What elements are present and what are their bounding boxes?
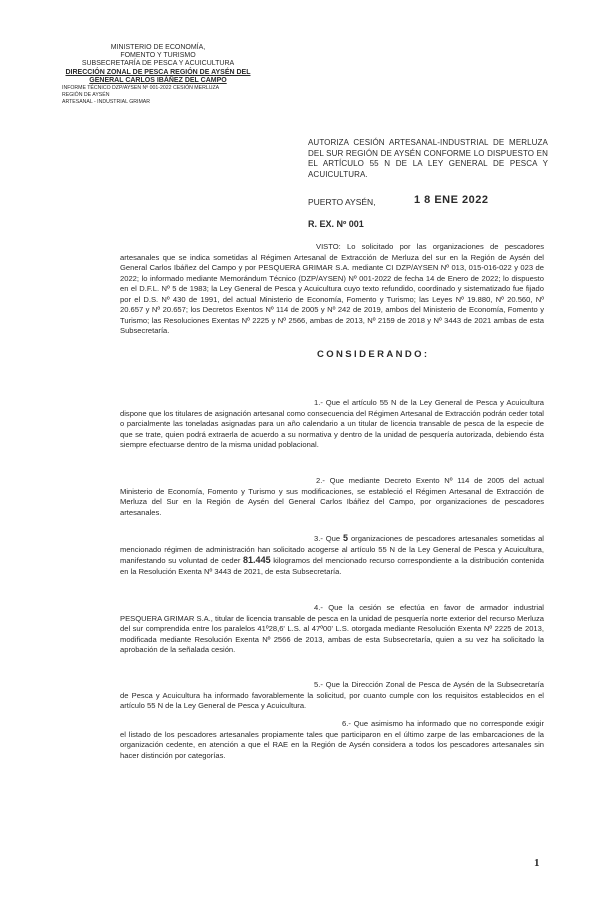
- considerando-5: 5.- Que la Dirección Zonal de Pesca de Aysén de la Subsecretaría de Pesca y Acuicultura ha informado favorablemente la solicitud, por cuanto cumple con los requisitos establecidos en el artículo 55 N de la Ley General de Pesca y Acuicultura.: [120, 680, 544, 710]
- header-line: GENERAL CARLOS IBÁÑEZ DEL CAMPO: [89, 76, 227, 84]
- considerando-2: 2.- Que mediante Decreto Exento Nº 114 de 2005 del actual Ministerio de Economía, Fomento y Turismo y sus modificaciones, se estableció el Régimen Artesanal de Extracción de Merluza del Sur en la Región de Aysén del General Carlos Ibáñez del Campo, por organizaciones de pescadores artesanales.: [120, 476, 544, 517]
- organizations-count: 5: [343, 533, 349, 543]
- date-stamp: 1 8 ENE 2022: [414, 194, 489, 206]
- considerando-3-part-c: kilogramos del mencionado recurso correspondiente a la distribución contenida en la Resolución Exenta Nº 3443 de 2021, de esta Subsecretaría.: [120, 556, 544, 576]
- header-line: MINISTERIO DE ECONOMÍA,: [110, 44, 206, 51]
- ceded-amount: 81.445: [243, 555, 271, 565]
- considerando-3: [120, 533, 544, 577]
- header-line: SUBSECRETARÍA DE PESCA Y ACUICULTURA: [81, 60, 235, 68]
- page-number: 1: [534, 857, 540, 869]
- considerando-3-part-b: organizaciones de pescadores artesanales sometidas al mencionado régimen de administración han solicitado acogerse al artículo 55 N de la Ley General de Pesca y Acuicultura, manifestando su voluntad de ceder: [120, 534, 544, 565]
- considerando-heading: CONSIDERANDO:: [317, 349, 430, 360]
- header-line: REGIÓN DE AYSÉN: [62, 92, 110, 99]
- resolution-title: AUTORIZA CESIÓN ARTESANAL-INDUSTRIAL DE MERLUZA DEL SUR REGIÓN DE AYSÉN CONFORME LO DISPUESTO EN EL ARTÍCULO 55 N DE LA LEY GENERAL DE PESCA Y ACUICULTURA.: [308, 138, 548, 179]
- place: PUERTO AYSÉN,: [308, 197, 376, 207]
- considerando-1: 1.- Que el artículo 55 N de la Ley General de Pesca y Acuicultura dispone que los titulares de asignación artesanal como consecuencia del Régimen Artesanal de Extracción podrán ceder total o parcialmente las toneladas asignadas para un año calendario a un titular de licencia transable de pesca de la especie de que se trate, quien podrá extraerla de acuerdo a su normativa y dentro de la unidad de pesquería autorizada, debiendo ésta siempre efectuarse dentro de la misma unidad poblacional.: [120, 398, 544, 449]
- resolution-number: R. EX. Nº 001: [308, 219, 364, 229]
- considerando-3-part-a: 3.- Que: [314, 534, 341, 543]
- header-line: DIRECCIÓN ZONAL DE PESCA REGIÓN DE AYSÉN DEL: [65, 68, 251, 76]
- header-line: INFORME TÉCNICO DZP/AYSEN Nº 001-2022 CESIÓN MERLUZA: [62, 85, 220, 92]
- considerando-4: 4.- Que la cesión se efectúa en favor de armador industrial PESQUERA GRIMAR S.A., titular de licencia transable de pesca en la unidad de pesquería norte exterior del recurso Merluza del sur comprendida entre los paralelos 41º28,6' L.S. al 47º00' L.S. otorgada mediante Resolución Exenta Nº 2225 de 2013, modificada mediante Resolución Exenta Nº 2566 de 2013, ambas de esta Subsecretaría, quien a su vez ha solicitado la aprobación de la señalada cesión.: [120, 603, 544, 654]
- visto-paragraph: VISTO: Lo solicitado por las organizaciones de pescadores artesanales que se indica sometidas al Régimen Artesanal de Extracción de Merluza del sur en la Región de Aysén del General Carlos Ibáñez del Campo y por PESQUERA GRIMAR S.A. mediante CI DZP/AYSEN Nº 013, 015-016-022 y 023 de 2022; lo informado mediante Memorándum Técnico (DZP/AYSEN) Nº 001-2022 de fecha 14 de Enero de 2022; lo dispuesto en el D.F.L. Nº 5 de 1983; la Ley General de Pesca y Acuicultura cuyo texto refundido, coordinado y sistematizado fue fijado por el D.S. Nº 430 de 1991, del actual Ministerio de Economía, Fomento y Turismo; las Leyes Nº 19.880, Nº 20.560, Nº 20.657 y Nº 20.657; los Decretos Exentos Nº 114 de 2005 y Nº 242 de 2019, ambos del Ministerio de Economía, Fomento y Turismo; las Resoluciones Exentas Nº 2225 y Nº 2566, ambas de 2013, Nº 2159 de 2018 y Nº 3443 de 2021 ambas de esta Subsecretaría.: [120, 242, 544, 335]
- header-line: FOMENTO Y TURISMO: [120, 52, 196, 60]
- ministry-header: [58, 44, 258, 106]
- considerando-6: 6.- Que asimismo ha informado que no corresponde exigir el listado de los pescadores artesanales propiamente tales que participaron en el último zarpe de las embarcaciones de la organización cedente, en atención a que el RAE en la Región de Aysén considera a todos los pescadores artesanales sin hacer distinción por categorías.: [120, 719, 544, 760]
- header-line: ARTESANAL - INDUSTRIAL GRIMAR: [62, 99, 151, 106]
